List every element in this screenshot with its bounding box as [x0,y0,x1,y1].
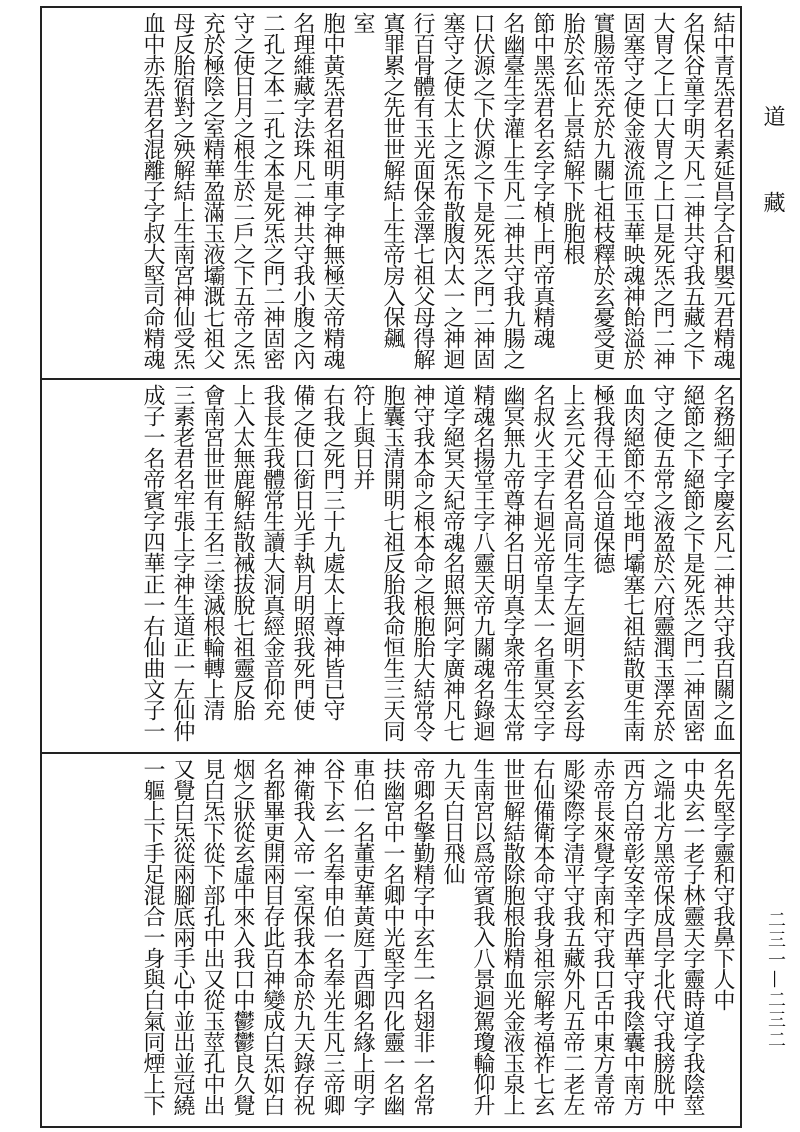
text-column: 幽冥無九帝尊神名日明真字衆帝生太常 [500,384,525,741]
text-column: 會南宮世世有王名三塗滅根輪轉上清 [200,384,225,720]
text-column: 口伏源之下伏源之下是死炁之門二神固 [470,12,495,369]
text-column: 實腸帝炁充於九關七祖枝釋於玄憂受更 [590,12,615,369]
text-column: 九天白日飛仙 [440,758,465,884]
text-column: 守之使日月之根生於二戶之下五帝之炁 [230,12,255,369]
column-group-middle [138,384,736,746]
text-column: 胎於玄仙上景結解下胱胞根 [560,12,585,264]
text-column: 神衛我入帝一室保我本命於九天錄存祝 [290,758,315,1115]
text-column: 又覺白炁從兩腳底兩手心中並出並冠繞 [170,758,195,1115]
text-column: 烟之狀從玄虛中來入我口中鬱鬱良久覺 [230,758,255,1115]
margin-page-number: 二三一—二三二 [765,910,786,1050]
text-column: 大胃之上口大胃之上口是死炁之門二神 [650,12,675,369]
column-group-upper [138,12,736,374]
text-column: 右我之死門三十九處太上尊神皆已守 [320,384,345,720]
text-column: 名幽臺生字灌上生凡二神共守我九腸之 [500,12,525,369]
column-group-lower [138,758,736,1120]
text-column: 二孔之本二孔之本是死炁之門二神固密 [260,12,285,369]
text-column: 精魂名揚堂王字八靈天帝九關魂名錄迴 [470,384,495,741]
text-column: 扶幽宮中一名卿中光堅字四化靈一名幽 [380,758,405,1115]
text-column: 名先堅字靈和守我鼻下人中 [710,758,735,1010]
text-column: 上入太無鹿解結散裓拔脫七祖靈反胎 [230,384,255,720]
text-column: 塞守之使太上之炁布散腹內太一之神迴 [440,12,465,369]
text-panel-lower [42,754,740,1126]
text-column: 名理維藏字法珠凡二神共守我小腹之內 [290,12,315,369]
text-column: 中央玄一老子林靈天字靈時道字我陰莖 [680,758,705,1115]
text-column: 右仙備衛本命守我身祖宗解考福祚七玄 [530,758,555,1115]
text-column: 神守我本命之根本命之根胞胎大結常令 [410,384,435,741]
text-column: 名都畢更開兩目存此百神變成白炁如白 [260,758,285,1115]
text-column: 血肉絕節不空地門壩塞七祖結散更生南 [620,384,645,741]
margin-volume: 藏 [760,191,785,213]
text-column: 赤帝長來覺字南和守我口舌中東方青帝 [590,758,615,1115]
text-column: 寘罪累之先世世解結上生帝房入保飆 [380,12,405,348]
text-column: 成子一名帝賓字四華正一右仙曲文子一 [140,384,165,741]
text-column: 血中赤炁君名混離子字叔大堅司命精魂 [140,12,165,369]
text-column: 彫梁際字清平守我五藏外凡五帝二老左 [560,758,585,1115]
text-column: 符上與日并 [350,384,375,489]
text-column: 備之使口銜日光手執月明照我死門使 [290,384,315,720]
text-column: 絕節之下絕節之下是死炁之門二神固密 [680,384,705,741]
text-column: 守之使五常之液盈於六府靈潤玉澤充於 [650,384,675,741]
text-column: 道字絕冥天紀帝魂名照無阿字廣神凡七 [440,384,465,741]
text-panel-upper [42,8,740,378]
text-column: 見白炁下從下部孔中出又從玉莖孔中出 [200,758,225,1115]
text-column: 生南宮以爲帝賓我入八景迴駕瓊輪仰升 [470,758,495,1115]
text-panel-middle [42,380,740,752]
text-column: 我長生我體常生讀大洞真經金音仰充 [260,384,285,720]
text-column: 西方白帝彰安幸字西華守我陰囊中南方 [620,758,645,1115]
text-column: 帝卿名擎勤精字中玄生一名翅非一名常 [410,758,435,1115]
text-column: 固塞守之使金液流匝玉華映魂神飴溢於 [620,12,645,369]
text-column: 上玄元父君名高同生字左迴明下玄玄母 [560,384,585,741]
text-column: 世世解結散除胞根胎精血光金液玉泉上 [500,758,525,1115]
text-column: 節中黑炁君名玄字字楨上門帝真精魂 [530,12,555,348]
text-column: 母反胎宿對之殃解結上生南宮神仙受炁 [170,12,195,369]
text-column: 極我得王仙合道保德 [590,384,615,573]
text-column: 充於極陰之室精華盈滿玉液壩溉七祖父 [200,12,225,369]
text-column: 名務細子字慶玄凡二神共守我百關之血 [710,384,735,741]
text-column: 一軀上下手足混合一身與白氣同煙上下 [140,758,165,1115]
text-column: 胞中黃炁君名祖明車字神無極天帝精魂 [320,12,345,369]
text-column: 名保谷童字明天凡二神共守我五藏之下 [680,12,705,369]
margin-title: 道 [760,105,785,127]
text-column: 之端北方黑帝保成昌字北代守我膀胱中 [650,758,675,1115]
text-column: 谷下玄一名奉申伯一名奉光生凡三帝卿 [320,758,345,1115]
text-column: 胞囊玉清開明七祖反胎我命恒生三天同 [380,384,405,741]
text-column: 室 [350,12,375,33]
text-column: 車伯一名董吏華黃庭丁酉卿名緣上明字 [350,758,375,1115]
text-column: 名叔火王字右迴光帝皇太一名重冥空字 [530,384,555,741]
text-column: 行百骨體有玉光面保金澤七祖父母得解 [410,12,435,369]
text-column: 結中青炁君名素延昌字合和嬰元君精魂 [710,12,735,369]
text-column: 三素老君名牢張上字神生道正一左仙仲 [170,384,195,741]
